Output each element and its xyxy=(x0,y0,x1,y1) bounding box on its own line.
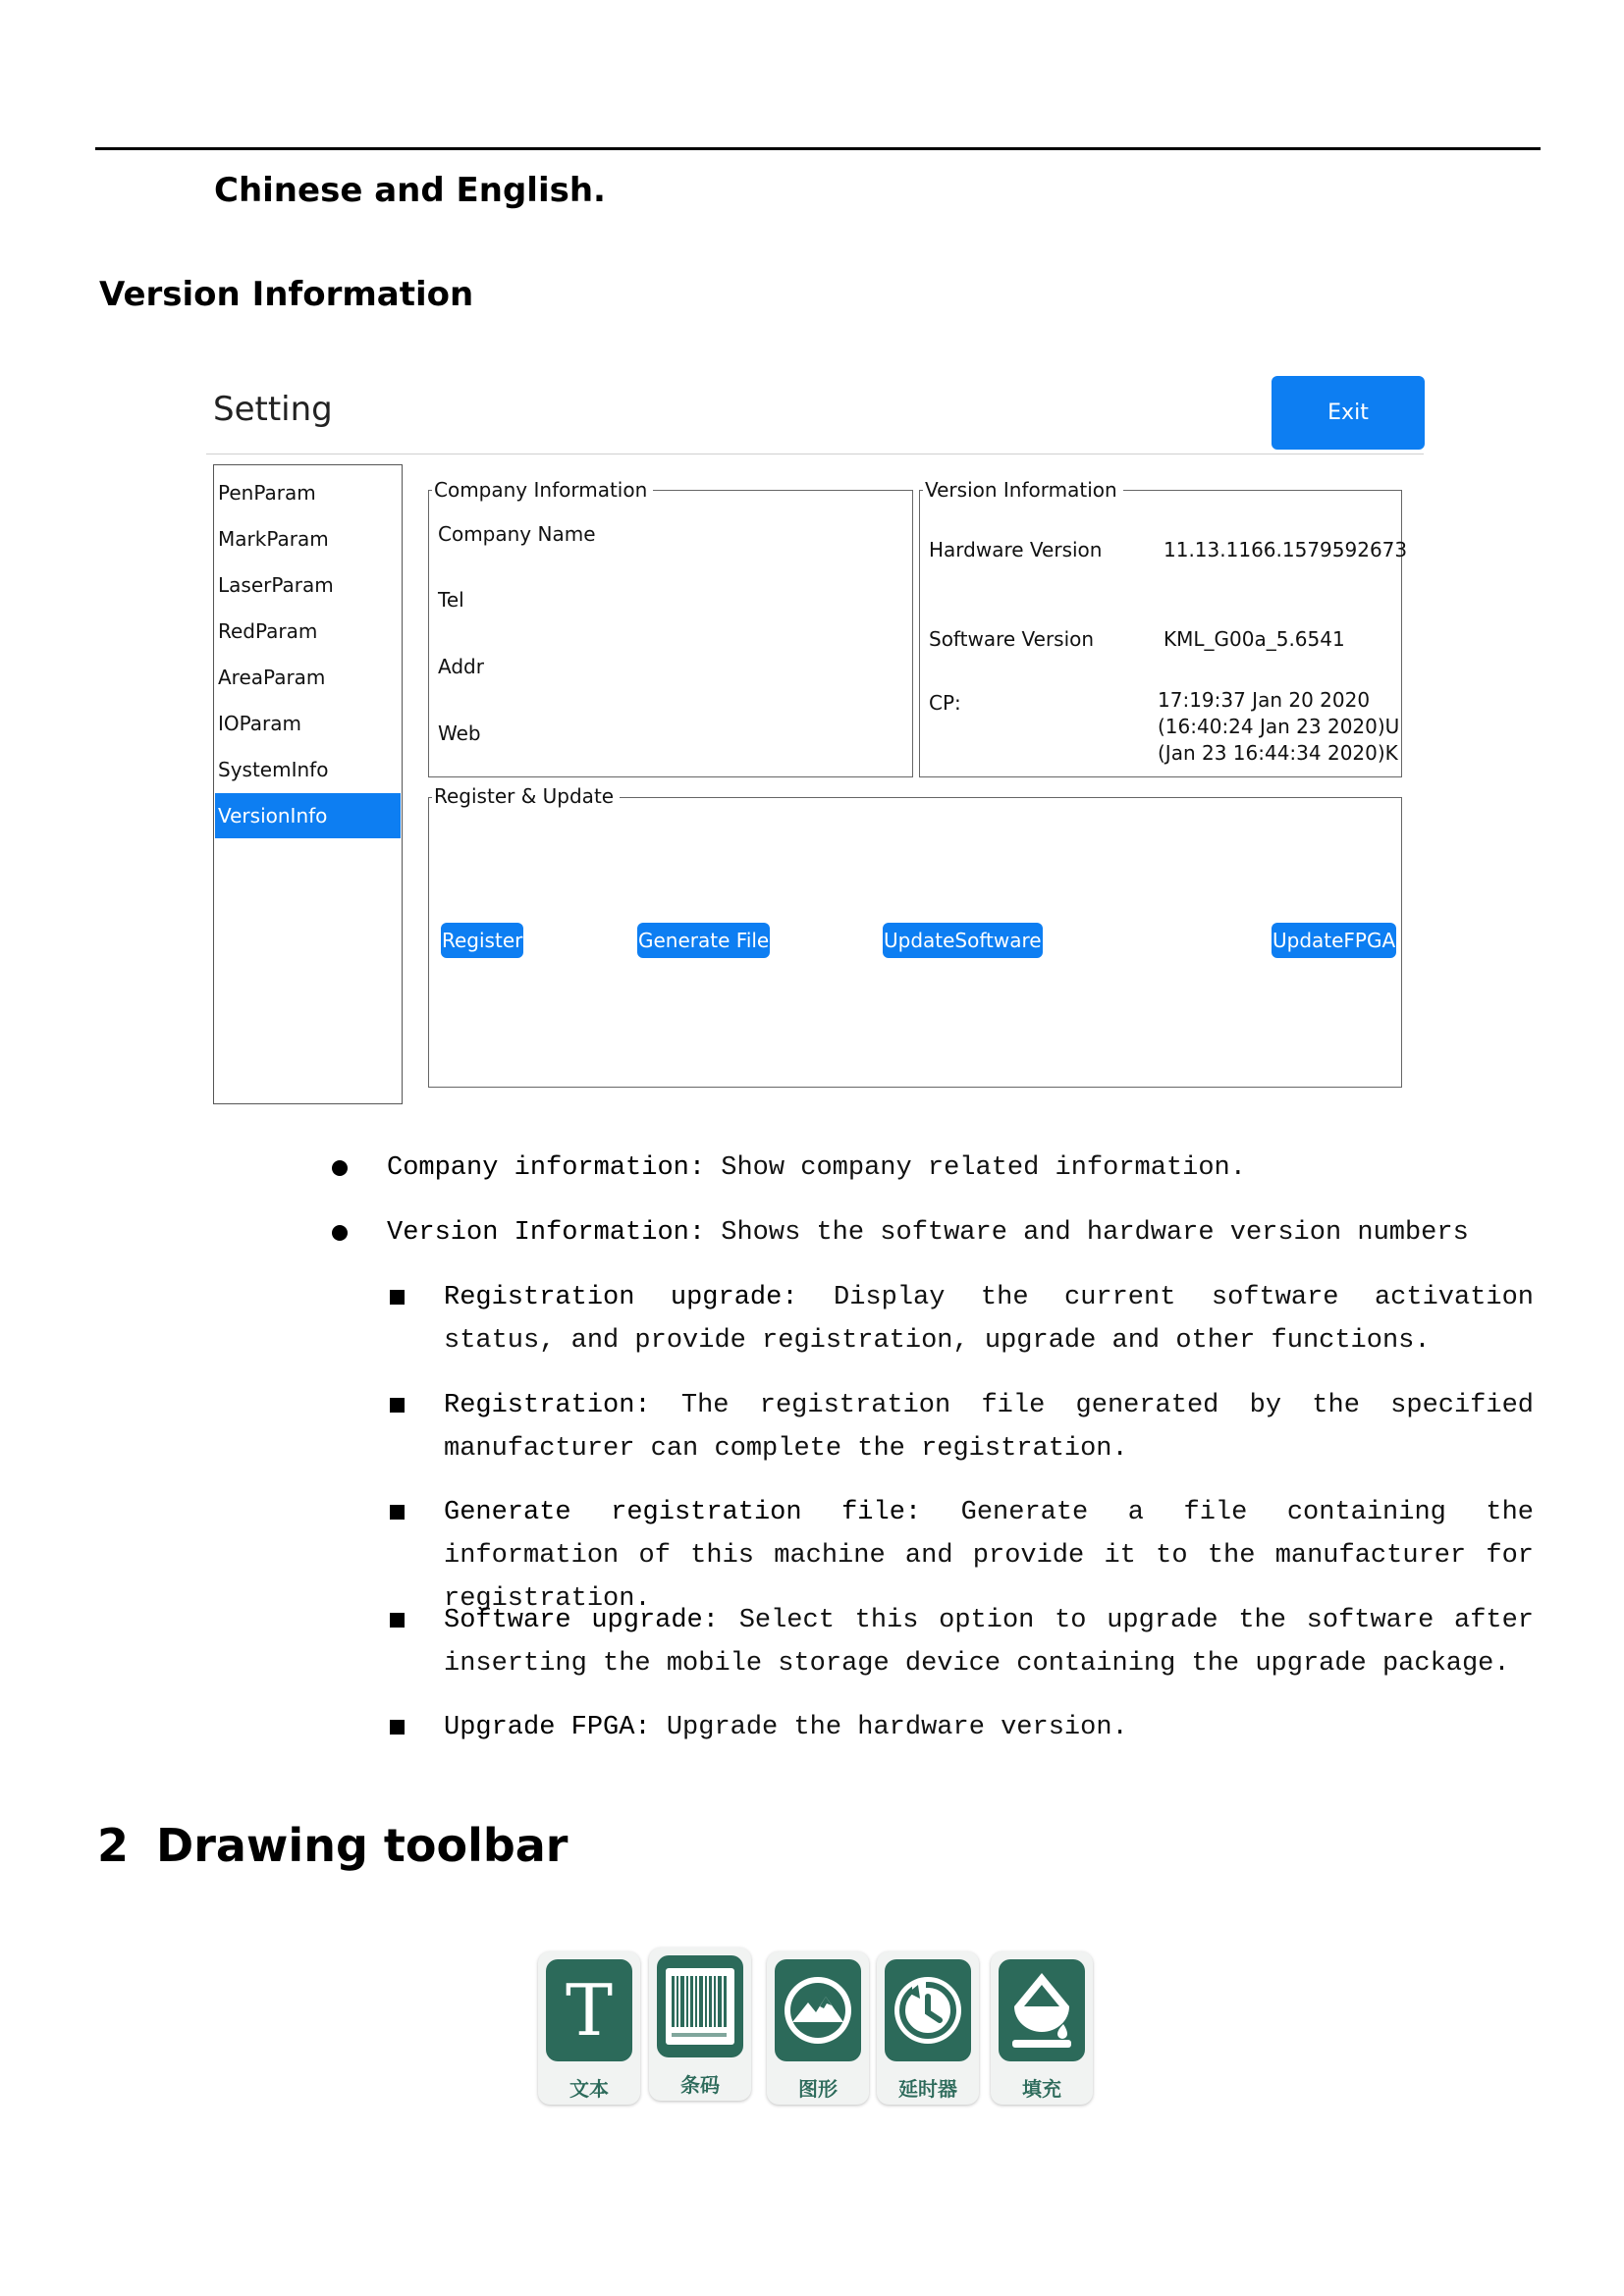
toolbar-image-tool[interactable] xyxy=(767,1951,869,2105)
bullet-dot xyxy=(332,1225,348,1241)
sub-bullet-square xyxy=(390,1720,405,1735)
update-software-button[interactable]: UpdateSoftware xyxy=(883,923,1043,958)
section-heading: Version Information xyxy=(99,275,474,314)
cp-line-2: (16:40:24 Jan 23 2020)U xyxy=(1158,715,1400,738)
sidebar-item-ioparam[interactable]: IOParam xyxy=(218,712,302,735)
bullet-term: Company information: xyxy=(387,1153,706,1183)
bullet-desc: Show company related information. xyxy=(721,1153,1246,1183)
intro-text: Chinese and English. xyxy=(214,171,606,210)
sub-bullet-software-upgrade xyxy=(444,1599,1534,1685)
chapter-heading xyxy=(97,1819,568,1872)
text-icon: T xyxy=(546,1959,632,2061)
header-rule xyxy=(95,147,1541,150)
cp-line-1: 17:19:37 Jan 20 2020 xyxy=(1158,688,1371,712)
company-name-label: Company Name xyxy=(438,522,596,546)
version-info-title: Version Information xyxy=(923,478,1123,502)
chapter-number: 2 xyxy=(97,1819,130,1872)
sidebar-item-redparam[interactable]: RedParam xyxy=(218,619,318,643)
bullet-desc: Shows the software and hardware version numbers xyxy=(721,1218,1469,1248)
image-icon xyxy=(775,1959,861,2061)
fill-icon xyxy=(999,1959,1085,2061)
sub-bullet-term: Registration: xyxy=(444,1391,651,1420)
sub-bullet-desc: Generate a file containing the information of this machine and provide it to the manufacturer for registration. xyxy=(444,1498,1534,1614)
sub-bullet-term: Registration upgrade: xyxy=(444,1283,798,1312)
settings-sidebar xyxy=(213,464,403,1104)
barcode-icon xyxy=(657,1955,743,2057)
toolbar-label: 填充 xyxy=(1022,2077,1061,2101)
sub-bullet-square xyxy=(390,1398,405,1413)
sub-bullet-upgrade-fpga xyxy=(444,1706,1534,1749)
update-fpga-button[interactable]: UpdateFPGA xyxy=(1272,923,1396,958)
version-info-group xyxy=(919,478,1408,777)
toolbar-fill-tool[interactable] xyxy=(991,1951,1093,2105)
software-version-value: KML_G00a_5.6541 xyxy=(1164,627,1345,651)
toolbar-barcode-tool[interactable] xyxy=(649,1948,751,2101)
hardware-version-label: Hardware Version xyxy=(929,538,1103,561)
settings-title: Setting xyxy=(213,390,333,429)
company-info-group xyxy=(428,478,913,777)
software-version-label: Software Version xyxy=(929,627,1095,651)
sub-bullet-registration-upgrade xyxy=(444,1276,1534,1362)
sidebar-item-penparam[interactable]: PenParam xyxy=(218,481,316,505)
chapter-title: Drawing toolbar xyxy=(156,1819,568,1872)
sub-bullet-square xyxy=(390,1613,405,1628)
bullet-term: Version Information: xyxy=(387,1218,706,1248)
sidebar-item-laserparam[interactable]: LaserParam xyxy=(218,573,334,597)
bullet-version-info xyxy=(387,1211,1469,1255)
generate-file-button[interactable]: Generate File xyxy=(637,923,770,958)
sub-bullet-desc: Upgrade the hardware version. xyxy=(666,1713,1128,1742)
toolbar-text-tool[interactable] xyxy=(538,1951,640,2105)
sub-bullet-registration xyxy=(444,1384,1534,1470)
toolbar-timer-tool[interactable] xyxy=(877,1951,979,2105)
sub-bullet-term: Upgrade FPGA: xyxy=(444,1713,651,1742)
sub-bullet-term: Generate registration file: xyxy=(444,1498,922,1527)
tel-label: Tel xyxy=(438,588,464,612)
hardware-version-value: 11.13.1166.1579592673 xyxy=(1164,538,1408,561)
sub-bullet-desc: Select this option to upgrade the software after inserting the mobile storage device containing the upgrade package. xyxy=(444,1606,1534,1679)
web-label: Web xyxy=(438,721,481,745)
sub-bullet-square xyxy=(390,1290,405,1305)
toolbar-label: 延时器 xyxy=(898,2077,957,2101)
sidebar-item-systeminfo[interactable]: SystemInfo xyxy=(218,758,329,781)
sidebar-item-areaparam[interactable]: AreaParam xyxy=(218,666,326,689)
sub-bullet-term: Software upgrade: xyxy=(444,1606,719,1635)
company-info-title: Company Information xyxy=(432,478,653,502)
settings-window xyxy=(206,368,1434,1114)
sub-bullet-desc: Display the current software activation status, and provide registration, upgrade and other functions. xyxy=(444,1283,1535,1356)
register-button[interactable]: Register xyxy=(441,923,523,958)
bullet-company-info xyxy=(387,1147,1246,1190)
addr-label: Addr xyxy=(438,655,484,678)
toolbar-label: 图形 xyxy=(798,2077,838,2101)
sub-bullet-square xyxy=(390,1505,405,1520)
sidebar-item-versioninfo[interactable]: VersionInfo xyxy=(215,793,401,838)
bullet-dot xyxy=(332,1160,348,1176)
sub-bullet-desc: The registration file generated by the specified manufacturer can complete the registration. xyxy=(444,1391,1534,1464)
toolbar-label: 条码 xyxy=(680,2073,720,2097)
cp-line-3: (Jan 23 16:44:34 2020)K xyxy=(1158,741,1398,765)
register-update-title: Register & Update xyxy=(432,784,620,808)
toolbar-label: 文本 xyxy=(569,2077,609,2101)
exit-button[interactable]: Exit xyxy=(1272,376,1425,450)
cp-label: CP: xyxy=(929,691,961,715)
timer-icon xyxy=(885,1959,971,2061)
sidebar-item-markparam[interactable]: MarkParam xyxy=(218,527,329,551)
